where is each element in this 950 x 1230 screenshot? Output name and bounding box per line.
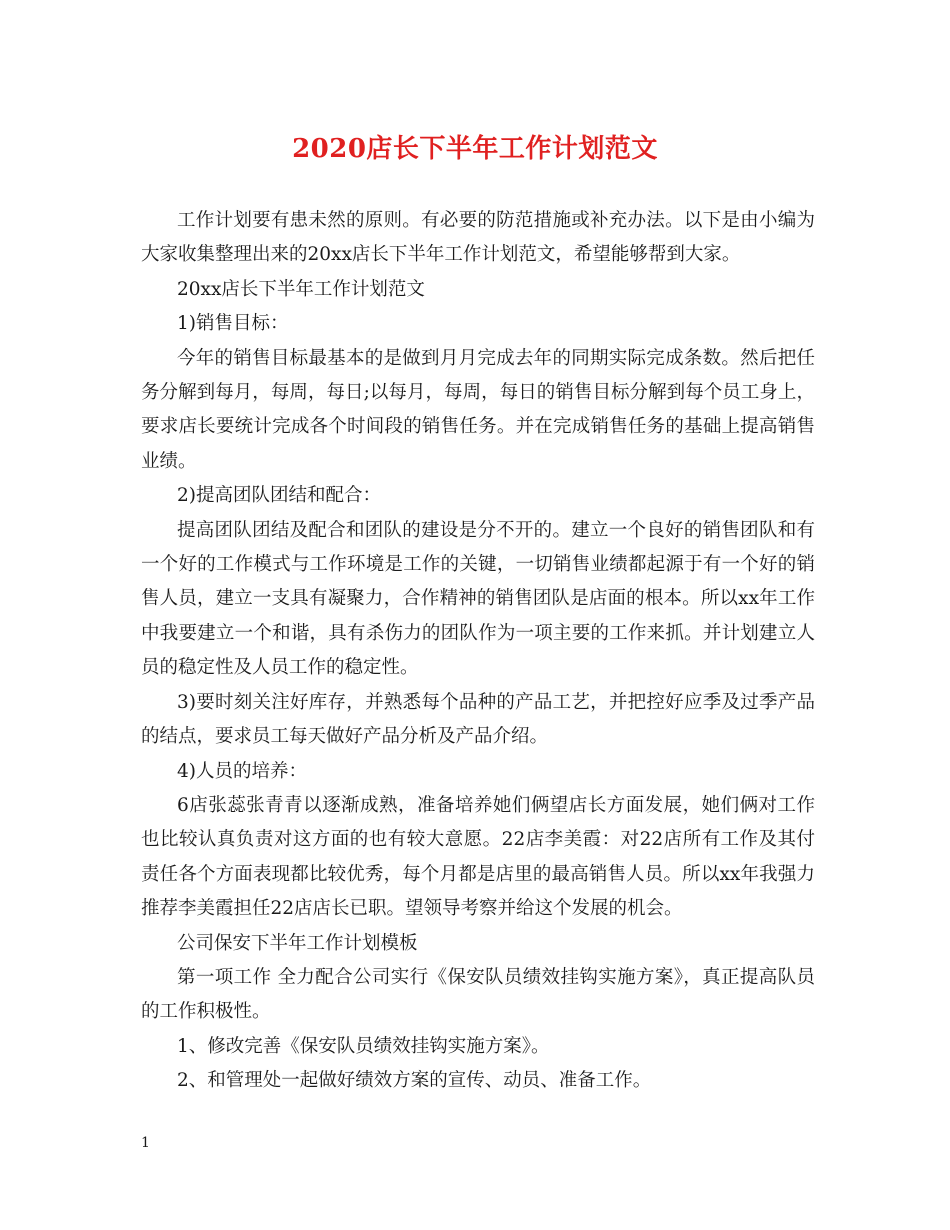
paragraph: 提高团队团结及配合和团队的建设是分不开的。建立一个良好的销售团队和有一个好的工作模式与工作环境是工作的关键，一切销售业绩都起源于有一个好的销售人员，建立一支具有凝聚力，合作精神的销售团队是店面的根本。所以xx年工作中我要建立一个和谐，具有杀伤力的团队作为一项主要的工作来抓。并计划建立人员的稳定性及人员工作的稳定性。 [141,519,815,679]
paragraph: 6店张蕊张青青以逐渐成熟，准备培养她们俩望店长方面发展，她们俩对工作也比较认真负责对这方面的也有较大意愿。22店李美霞：对22店所有工作及其付责任各个方面表现都比较优秀，每个月都是店里的最高销售人员。所以xx年我强力推荐李美霞担任22店店长已职。望领导考察并给这个发展的机会。 [141,794,815,920]
paragraph: 今年的销售目标最基本的是做到月月完成去年的同期实际完成条数。然后把任务分解到每月，每周，每日;以每月，每周，每日的销售目标分解到每个员工身上，要求店长要统计完成各个时间段的销售任务。并在完成销售任务的基础上提高销售业绩。 [141,347,815,472]
paragraph: 工作计划要有患未然的原则。有必要的防范措施或补充办法。以下是由小编为大家收集整理出来的20xx店长下半年工作计划范文，希望能够帮到大家。 [141,210,815,266]
section-heading: 20xx店长下半年工作计划范文 [177,278,425,300]
section-heading: 公司保安下半年工作计划模板 [177,932,418,954]
section-heading: 2)提高团队团结和配合： [177,485,381,507]
document-body [141,204,815,1099]
page-number: 1 [141,1135,150,1151]
section-heading: 4)人员的培养： [177,760,307,782]
list-item: 2、和管理处一起做好绩效方案的宣传、动员、准备工作。 [177,1070,652,1092]
section-heading: 1)销售目标： [177,313,289,335]
paragraph: 3)要时刻关注好库存，并熟悉每个品种的产品工艺，并把控好应季及过季产品的结点，要求员工每天做好产品分析及产品介绍。 [141,691,815,748]
document-title: 2020店长下半年工作计划范文 [292,134,658,164]
list-item: 1、修改完善《保安队员绩效挂钩实施方案》。 [177,1035,550,1057]
paragraph: 第一项工作 全力配合公司实行《保安队员绩效挂钩实施方案》，真正提高队员的工作积极性。 [141,966,815,1023]
